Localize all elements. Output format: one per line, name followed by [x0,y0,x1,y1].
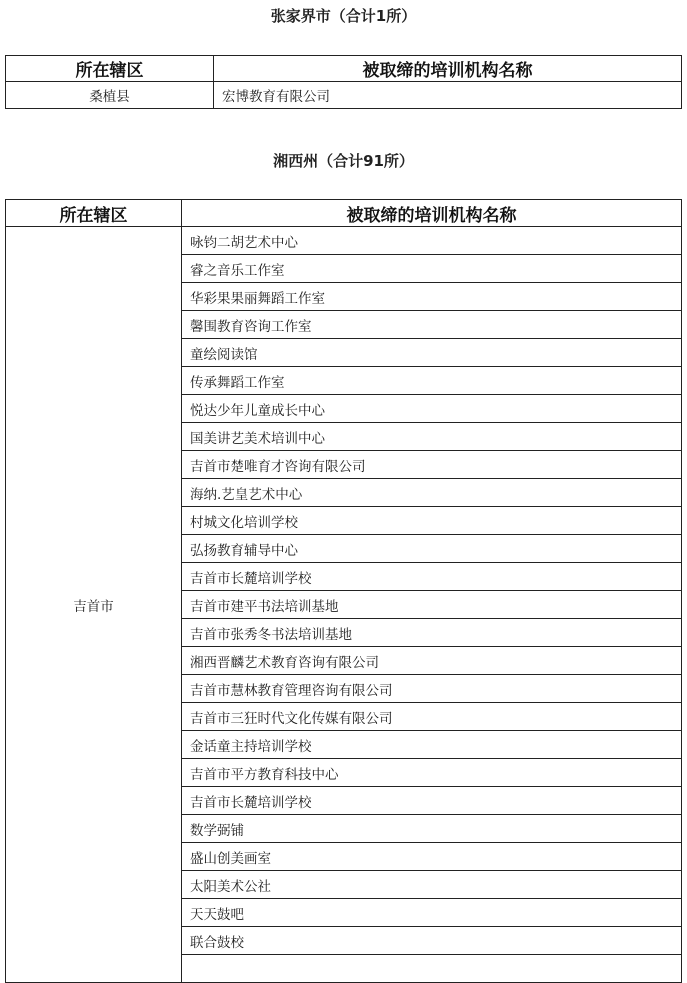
institution-name-cell: 吉首市长麓培训学校 [182,563,682,591]
table-row [6,82,682,109]
header-institution-name: 被取缔的培训机构名称 [182,200,682,227]
institution-name-cell: 弘扬教育辅导中心 [182,535,682,563]
institution-name-cell: 吉首市长麓培训学校 [182,787,682,815]
institution-name-cell: 太阳美术公社 [182,871,682,899]
institution-name-cell: 天天鼓吧 [182,899,682,927]
institution-name-cell: 联合鼓校 [182,927,682,955]
zhangjiajie-table [5,55,682,109]
section-title-zhangjiajie: 张家界市（合计1所） [270,7,417,25]
district-cell: 桑植县 [6,82,214,109]
institution-name-cell: 盛山创美画室 [182,843,682,871]
institution-name-cell: 吉首市三狂时代文化传媒有限公司 [182,703,682,731]
institution-name-cell: 吉首市楚唯育才咨询有限公司 [182,451,682,479]
district-cell: 吉首市 [6,227,182,983]
header-institution-name: 被取缔的培训机构名称 [214,56,682,82]
institution-name-cell: 海纳.艺皇艺术中心 [182,479,682,507]
institution-name-cell: 传承舞蹈工作室 [182,367,682,395]
institution-name-cell: 馨围教育咨询工作室 [182,311,682,339]
table-header-row [6,200,682,227]
table-row [6,227,682,255]
header-district: 所在辖区 [6,56,214,82]
institution-name-cell: 吉首市平方教育科技中心 [182,759,682,787]
institution-name-cell: 吉首市慧林教育管理咨询有限公司 [182,675,682,703]
institution-name-cell: 咏钧二胡艺术中心 [182,227,682,255]
institution-name-cell: 宏博教育有限公司 [214,82,682,109]
institution-name-cell: 华彩果果丽舞蹈工作室 [182,283,682,311]
institution-name-cell: 国美讲艺美术培训中心 [182,423,682,451]
institution-name-cell: 数学弼铺 [182,815,682,843]
institution-name-cell: 湘西晋麟艺术教育咨询有限公司 [182,647,682,675]
institution-name-cell: 金话童主持培训学校 [182,731,682,759]
institution-name-cell: 童绘阅读馆 [182,339,682,367]
institution-name-cell: 睿之音乐工作室 [182,255,682,283]
institution-name-cell: 悦达少年儿童成长中心 [182,395,682,423]
institution-name-cell: 吉首市建平书法培训基地 [182,591,682,619]
header-district: 所在辖区 [6,200,182,227]
institution-name-cell [182,955,682,983]
institution-name-cell: 吉首市张秀冬书法培训基地 [182,619,682,647]
xiangxi-table [5,199,682,983]
institution-name-cell: 村城文化培训学校 [182,507,682,535]
section-title-xiangxi: 湘西州（合计91所） [273,152,414,170]
table-header-row [6,56,682,82]
